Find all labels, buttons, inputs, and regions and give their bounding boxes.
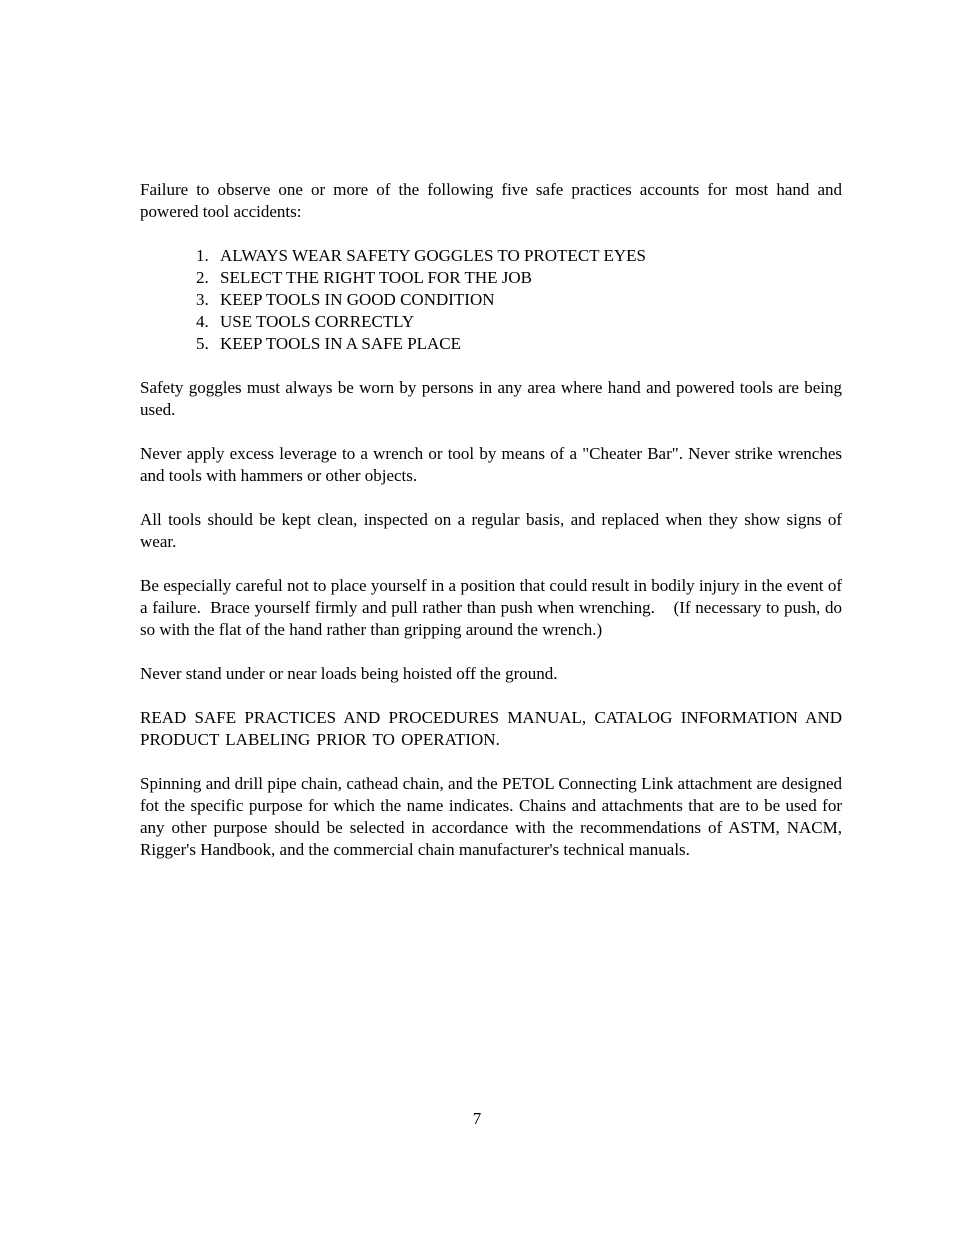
list-item — [196, 333, 842, 355]
list-item-text: KEEP TOOLS IN A SAFE PLACE — [220, 334, 462, 353]
list-item — [196, 289, 842, 311]
positioning-paragraph: Be especially careful not to place yourself in a position that could result in bodily injury in the event of a failure. Brace yourself firmly and pull rather than push when wrenching. (If necessary to push, do so with the flat of the hand rather than gripping around the wrench.) — [140, 576, 847, 639]
list-item-number: 2. — [196, 268, 209, 287]
read-manual-paragraph: READ SAFE PRACTICES AND PROCEDURES MANUAL, CATALOG INFORMATION AND PRODUCT LABELING PRIOR TO OPERATION. — [140, 708, 842, 749]
goggles-paragraph: Safety goggles must always be worn by persons in any area where hand and powered tools are being used. — [140, 378, 842, 419]
hoisted-loads-paragraph: Never stand under or near loads being hoisted off the ground. — [140, 664, 558, 683]
tool-care-paragraph: All tools should be kept clean, inspected on a regular basis, and replaced when they show signs of wear. — [140, 510, 842, 551]
list-item-text: KEEP TOOLS IN GOOD CONDITION — [220, 290, 495, 309]
list-item-text: SELECT THE RIGHT TOOL FOR THE JOB — [220, 268, 533, 287]
list-item — [196, 311, 842, 333]
list-item — [196, 267, 842, 289]
safe-practices-list — [196, 245, 842, 355]
list-item-number: 1. — [196, 246, 209, 265]
document-page — [140, 179, 847, 883]
list-item — [196, 245, 842, 267]
list-item-text: ALWAYS WEAR SAFETY GOGGLES TO PROTECT EYES — [220, 246, 646, 265]
list-item-number: 5. — [196, 334, 209, 353]
list-item-number: 4. — [196, 312, 209, 331]
intro-paragraph: Failure to observe one or more of the following five safe practices accounts for most hand and powered tool accidents: — [140, 180, 842, 221]
list-item-number: 3. — [196, 290, 209, 309]
leverage-paragraph: Never apply excess leverage to a wrench or tool by means of a "Cheater Bar". Never strike wrenches and tools with hammers or other objects. — [140, 444, 842, 485]
chain-usage-paragraph: Spinning and drill pipe chain, cathead chain, and the PETOL Connecting Link attachment are designed fot the specific purpose for which the name indicates. Chains and attachments that are to be used for any other purpose should be selected in accordance with the recommendations of ASTM, NACM, Rigger's Handbook, and the commercial chain manufacturer's technical manuals. — [140, 774, 842, 859]
page-number: 7 — [472, 1109, 482, 1128]
list-item-text: USE TOOLS CORRECTLY — [220, 312, 415, 331]
